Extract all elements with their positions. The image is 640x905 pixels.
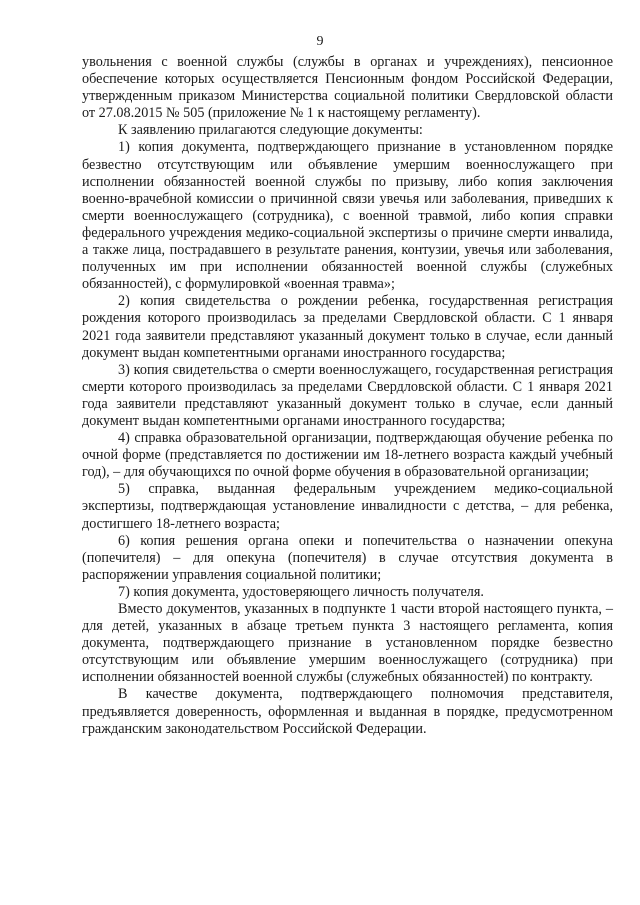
paragraph-documents-intro: К заявлению прилагаются следующие документы: (118, 122, 423, 139)
page-number: 9 (316, 34, 324, 49)
document-body (82, 54, 613, 738)
list-item-7: 7) копия документа, удостоверяющего личность получателя. (118, 583, 484, 600)
paragraph-continuation: увольнения с военной службы (службы в органах и учреждениях), пенсионное обеспечение которых осуществляется Пенсионным фондом Российской Федерации, утвержденным приказом Министерства социальной политики Свердловской области от 27.08.2015 № 505 (приложение № 1 к настоящему регламенту). (82, 54, 613, 122)
list-item-1: 1) копия документа, подтверждающего признание в установленном порядке безвестно отсутствующим или объявление умершим военнослужащего при исполнении обязанностей военной службы по призыву, либо копия заключения военно-врачебной комиссии о причинной связи увечья или заболевания, приведших к смерти военнослужащего (сотрудника), с военной травмой, либо копия справки федерального учреждения медико-социальной экспертизы о причине смерти инвалида, а также лица, пострадавшего в результате ранения, контузии, увечья или заболевания, полученных им при исполнении обязанностей военной службы (служебных обязанностей), с формулировкой «военная травма»; (82, 139, 613, 293)
list-item-4: 4) справка образовательной организации, подтверждающая обучение ребенка по очной форме (представляется по достижении им 18-летнего возраста каждый учебный год), – для обучающихся по очной форме обучения в образовательной организации; (82, 430, 613, 481)
list-item-5: 5) справка, выданная федеральным учреждением медико-социальной экспертизы, подтверждающая установление инвалидности с детства, – для ребенка, достигшего 18-летнего возраста; (82, 481, 613, 532)
paragraph-representative: В качестве документа, подтверждающего полномочия представителя, предъявляется доверенность, оформленная и выданная в порядке, предусмотренном гражданским законодательством Российской Федерации. (82, 686, 613, 737)
list-item-3: 3) копия свидетельства о смерти военнослужащего, государственная регистрация смерти которого производилась за пределами Свердловской области. С 1 января 2021 года заявители представляют указанный документ только в случае, если данный документ выдан компетентными органами иностранного государства; (82, 361, 613, 429)
list-item-6: 6) копия решения органа опеки и попечительства о назначении опекуна (попечителя) – для опекуна (попечителя) в случае отсутствия документа в распоряжении управления социальной политики; (82, 532, 613, 583)
list-item-2: 2) копия свидетельства о рождении ребенка, государственная регистрация рождения которого производилась за пределами Свердловской области. С 1 января 2021 года заявители представляют указанный документ только в случае, если данный документ выдан компетентными органами иностранного государства; (82, 293, 613, 361)
paragraph-instead-of-documents: Вместо документов, указанных в подпункте 1 части второй настоящего пункта, – для детей, указанных в абзаце третьем пункта 3 настоящего регламента, копия документа, подтверждающего признание в установленном порядке безвестно отсутствующим или объявление умершим военнослужащего (сотрудника) при исполнении обязанностей военной службы (служебных обязанностей) по контракту. (82, 601, 613, 686)
